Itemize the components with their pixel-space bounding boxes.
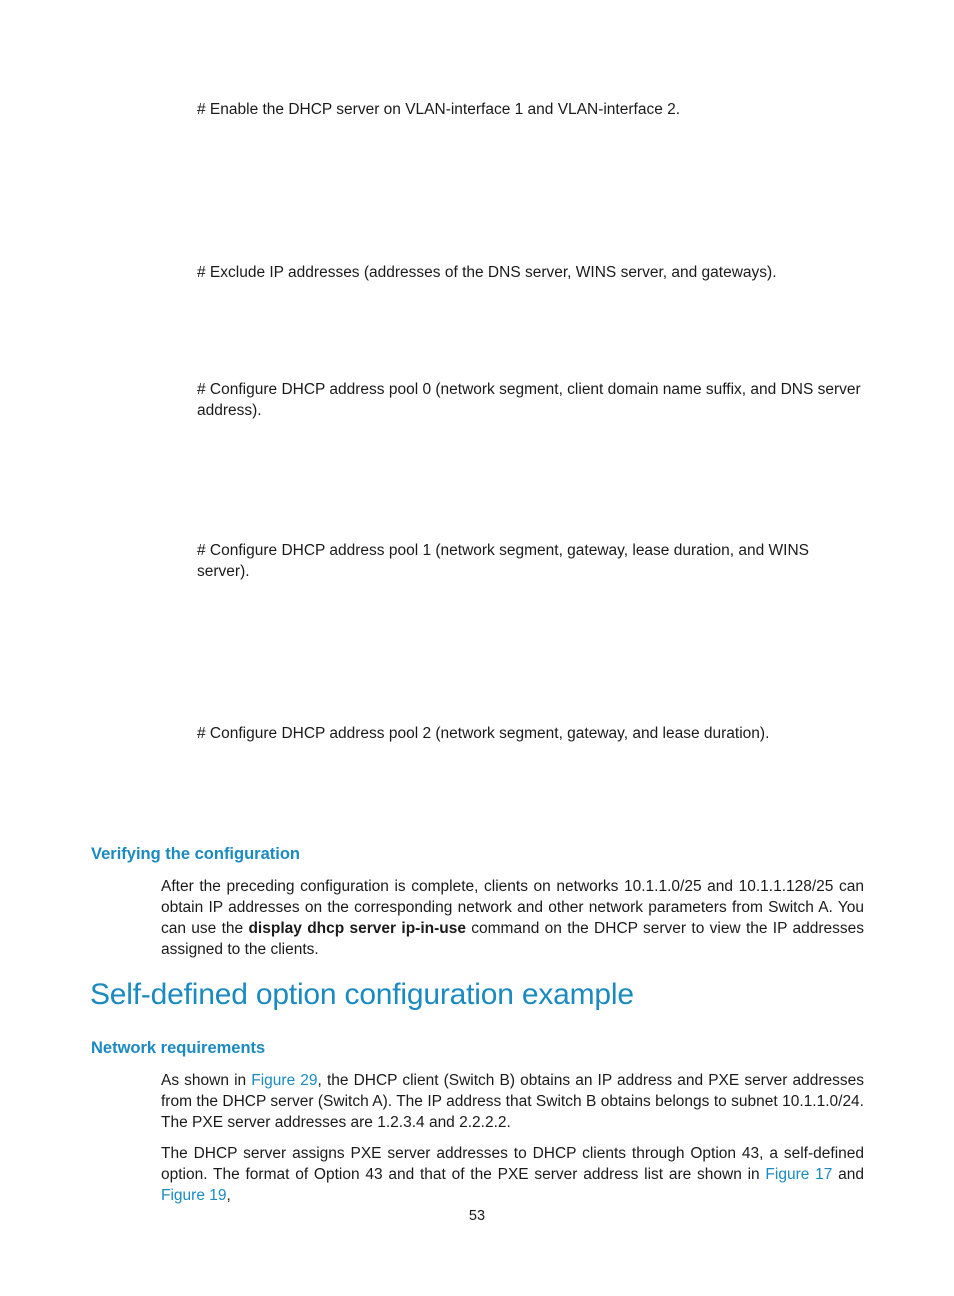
figure-17-link[interactable]: Figure 17 (765, 1166, 833, 1183)
netreq-text-comma: , (226, 1187, 231, 1204)
figure-19-link[interactable]: Figure 19 (161, 1187, 227, 1204)
netreq-text-and: and (832, 1166, 865, 1183)
figure-29-link[interactable]: Figure 29 (251, 1072, 318, 1089)
netreq-text-end: , the DHCP client (Switch B) obtains an IP address and PXE server addresses from the DHCP server (Switch A). The IP address that Switch B obtains belongs to subnet 10.1.1.0/24. The PXE server addresses are 1.2.3.4 and 2.2.2.2. (161, 1072, 864, 1131)
netreq-text: As shown in (161, 1072, 252, 1089)
page-number: 53 (468, 1208, 486, 1224)
step-pool-0: # Configure DHCP address pool 0 (network segment, client domain name suffix, and DNS server address). (197, 381, 861, 419)
netreq-paragraph-1 (161, 1070, 864, 1133)
step-pool-1: # Configure DHCP address pool 1 (network segment, gateway, lease duration, and WINS server). (197, 542, 809, 580)
verify-heading: Verifying the configuration (91, 845, 301, 863)
step-pool-2: # Configure DHCP address pool 2 (network segment, gateway, and lease duration). (197, 725, 770, 742)
verify-text-end: command on the DHCP server to view the IP addresses assigned to the clients. (161, 920, 864, 958)
network-requirements-heading: Network requirements (91, 1039, 266, 1057)
command-name: display dhcp server ip-in-use (248, 920, 466, 937)
section-title: Self-defined option configuration example (90, 978, 634, 1011)
step-exclude-ip: # Exclude IP addresses (addresses of the DNS server, WINS server, and gateways). (197, 264, 777, 281)
verify-text: After the preceding configuration is complete, clients on networks 10.1.1.0/25 and 10.1.1.128/25 can obtain IP addresses on the corresponding network and other network parameters from Switch A. You can use the (161, 878, 864, 937)
step-enable-dhcp: # Enable the DHCP server on VLAN-interface 1 and VLAN-interface 2. (197, 101, 681, 118)
verify-paragraph (161, 876, 864, 960)
netreq-paragraph-2 (161, 1143, 864, 1206)
netreq-text-2: The DHCP server assigns PXE server addresses to DHCP clients through Option 43, a self-defined option. The format of Option 43 and that of the PXE server address list are shown in (161, 1145, 864, 1183)
